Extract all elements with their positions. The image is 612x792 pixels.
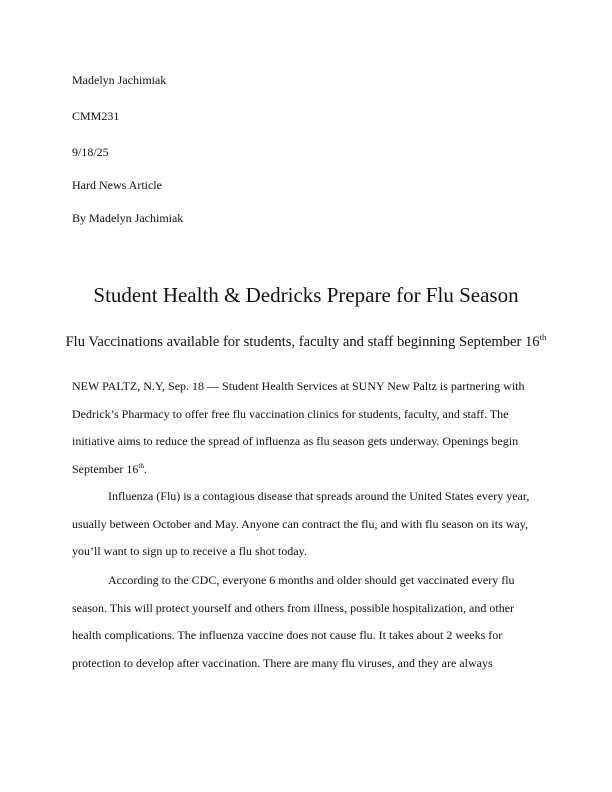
paragraph-3-text: According to the CDC, everyone 6 months and older should get vaccinated every flu season. This will protect yourself and others from illness, possible hospitalization, and other health complications. The influenza vaccine does not cause flu. It takes about 2 weeks for protection to develop after vaccination. There are many flu viruses, and they are always [72, 573, 515, 670]
submission-date: 9/18/25 [72, 145, 109, 159]
assignment-type: Hard News Article [72, 178, 162, 192]
article-headline: Student Health & Dedricks Prepare for Flu Season [93, 283, 519, 307]
byline: By Madelyn Jachimiak [72, 211, 184, 225]
paragraph-2 [72, 483, 540, 566]
paragraph-lead [72, 373, 540, 483]
article-subhead [0, 333, 612, 351]
lead-text: NEW PALTZ, N.Y, Sep. 18 — Student Health Services at SUNY New Paltz is partnering with Dedrick’s Pharmacy to offer free flu vaccination clinics for students, faculty, and staff. The initiative aims to reduce the spread of influenza as flu season gets underway. Openings begin September 16 [72, 379, 525, 476]
course-code: CMM231 [72, 109, 120, 123]
lead-superscript: th [138, 461, 144, 470]
subhead-superscript: th [539, 332, 547, 343]
paragraph-2-text: Influenza (Flu) is a contagious disease that spreads around the United States every year, usually between October and May. Anyone can contract the flu, and with flu season on its way, you’ll want to sign up to receive a flu shot today. [72, 489, 530, 558]
lead-period: . [143, 461, 147, 476]
author-name: Madelyn Jachimiak [72, 73, 167, 87]
subhead-text: Flu Vaccinations available for students, faculty and staff beginning September 16 [65, 334, 540, 350]
paragraph-3 [72, 567, 540, 677]
